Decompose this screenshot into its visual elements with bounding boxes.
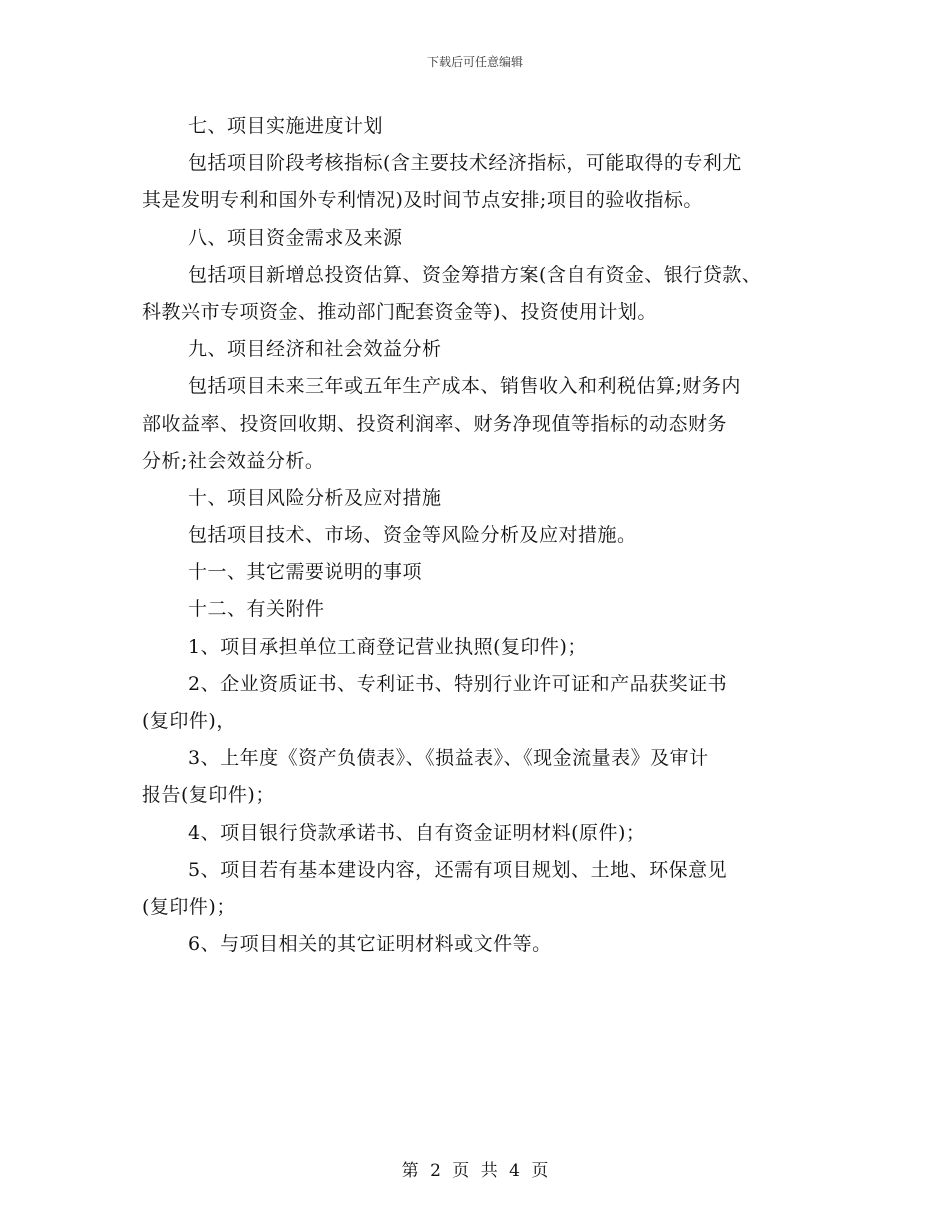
attachment-item: 6、与项目相关的其它证明材料或文件等。 — [188, 933, 552, 956]
section-heading: 七、项目实施进度计划 — [188, 115, 384, 137]
page-number: 第 2 页 共 4 页 — [401, 1161, 549, 1181]
attachment-item: 5、项目若有基本建设内容，还需有项目规划、土地、环保意见 — [188, 858, 728, 881]
paragraph-line: 其是发明专利和国外专利情况)及时间节点安排;项目的验收指标。 — [142, 189, 703, 212]
section-heading: 八、项目资金需求及来源 — [188, 226, 403, 249]
section-heading: 十一、其它需要说明的事项 — [188, 561, 423, 584]
paragraph-line: 包括项目新增总投资估算、资金筹措方案(含自有资金、银行贷款、 — [188, 263, 762, 286]
paragraph-line: 包括项目技术、市场、资金等风险分析及应对措施。 — [188, 524, 637, 547]
section-heading: 九、项目经济和社会效益分析 — [188, 338, 442, 361]
document-body — [142, 108, 822, 963]
header-note: 下载后可任意编辑 — [426, 55, 523, 69]
paragraph-line: 包括项目阶段考核指标(含主要技术经济指标，可能取得的专利尤 — [188, 152, 742, 175]
section-heading: 十二、有关附件 — [188, 598, 325, 621]
attachment-item: 2、企业资质证书、专利证书、特别行业许可证和产品获奖证书 — [188, 672, 728, 695]
paragraph-line: 科教兴市专项资金、推动部门配套资金等)、投资使用计划。 — [142, 300, 657, 323]
section-heading: 十、项目风险分析及应对措施 — [188, 486, 442, 509]
attachment-item: 3、上年度《资产负债表》、《损益表》、《现金流量表》及审计 — [188, 747, 709, 770]
attachment-item-continued: (复印件)， — [142, 710, 236, 732]
attachment-item-continued: 报告(复印件)； — [142, 784, 275, 807]
paragraph-line: 部收益率、投资回收期、投资利润率、财务净现值等指标的动态财务 — [142, 412, 728, 435]
attachment-item: 4、项目银行贷款承诺书、自有资金证明材料(原件)； — [188, 821, 646, 844]
paragraph-line: 包括项目未来三年或五年生产成本、销售收入和利税估算;财务内 — [188, 375, 741, 398]
paragraph-line: 分析;社会效益分析。 — [142, 449, 325, 472]
attachment-item-continued: (复印件)； — [142, 895, 236, 918]
attachment-item: 1、项目承担单位工商登记营业执照(复印件)； — [188, 635, 587, 658]
